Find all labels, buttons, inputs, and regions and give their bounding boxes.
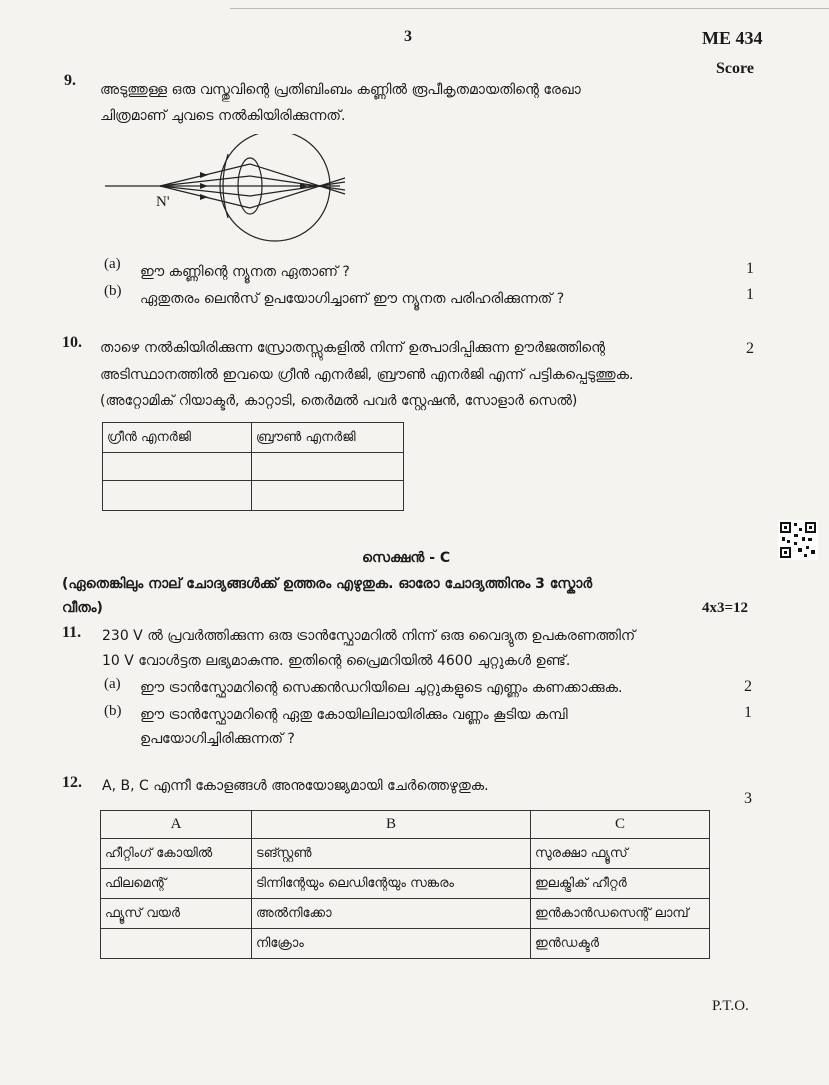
q11b-text-line1: ഈ ട്രാൻസ്ഫോമറിന്റെ ഏതു കോയിലിലായിരിക്കും വണ്ണം കൂടിയ കമ്പി — [140, 707, 568, 723]
q12-cell: നിക്രോം — [252, 929, 531, 959]
q12-cell: ഫിലമെന്റ് — [101, 869, 252, 899]
paper-code: ME 434 — [702, 28, 763, 48]
q11b-label: (b) — [104, 703, 122, 719]
diagram-label-n: N' — [156, 194, 170, 210]
score-label: Score — [716, 60, 754, 77]
q12-cell: ഇൻകാൻഡസെന്റ് ലാമ്പ് — [531, 899, 710, 929]
q11a-label: (a) — [104, 676, 121, 692]
q9-number: 9. — [64, 72, 76, 89]
q11-text-line1: 230 V ൽ പ്രവർത്തിക്കുന്ന ഒരു ട്രാൻസ്ഫോമറിൽ നിന്ന് ഒരു വൈദ്യുത ഉപകരണത്തിന് — [102, 628, 636, 644]
q11a-mark: 2 — [744, 678, 752, 695]
q12-cell: ടങ്സ്റ്റൺ — [252, 839, 531, 869]
q10-blank-cell — [252, 481, 404, 511]
q12-cell: ഫ്യൂസ് വയർ — [101, 899, 252, 929]
q12-mark: 3 — [744, 790, 752, 807]
q9a-text: ഈ കണ്ണിന്റെ ന്യൂനത ഏതാണ് ? — [140, 264, 350, 280]
q9-text-line1: അടുത്തുള്ള ഒരു വസ്തുവിന്റെ പ്രതിബിംബം കണ്ണിൽ രൂപീകൃതമായതിന്റെ രേഖാ — [100, 82, 581, 98]
q12-cell: അൽനിക്കോ — [252, 899, 531, 929]
q10-mark: 2 — [746, 340, 754, 357]
q11b-mark: 1 — [744, 704, 752, 721]
q12-number: 12. — [62, 774, 82, 791]
q10-text-line3: (അറ്റോമിക് റിയാക്ടർ, കാറ്റാടി, തെർമൽ പവർ സ്റ്റേഷൻ, സോളാർ സെൽ) — [100, 393, 578, 409]
q10-number: 10. — [62, 334, 82, 351]
pto-label: P.T.O. — [712, 998, 749, 1014]
q10-header-brown: ബ്രൗൺ എനർജി — [252, 423, 404, 453]
q9b-mark: 1 — [746, 286, 754, 303]
q12-header-c: C — [531, 811, 710, 839]
q10-text-line2: അടിസ്ഥാനത്തിൽ ഇവയെ ഗ്രീൻ എനർജി, ബ്രൗൺ എനർജി എന്ന് പട്ടികപ്പെടുത്തുക. — [100, 367, 634, 383]
q12-cell: ഇൻഡക്ടർ — [531, 929, 710, 959]
q12-cell: ഇലക്ട്രിക് ഹീറ്റർ — [531, 869, 710, 899]
q12-text: A, B, C എന്നീ കോളങ്ങൾ അനുയോജ്യമായി ചേർത്തെഴുതുക. — [102, 778, 489, 794]
q12-cell: ഹീറ്റിംഗ് കോയിൽ — [101, 839, 252, 869]
q12-match-table — [100, 810, 710, 959]
q10-header-green: ഗ്രീൻ എനർജി — [103, 423, 252, 453]
q12-cell: ടിന്നിന്റേയും ലെഡിന്റേയും സങ്കരം — [252, 869, 531, 899]
q9a-mark: 1 — [746, 260, 754, 277]
q9b-text: ഏതുതരം ലെൻസ് ഉപയോഗിച്ചാണ് ഈ ന്യൂനത പരിഹരിക്കുന്നത് ? — [140, 291, 565, 307]
q11-number: 11. — [62, 624, 82, 641]
q12-cell: സുരക്ഷാ ഫ്യൂസ് — [531, 839, 710, 869]
q11a-text: ഈ ട്രാൻസ്ഫോമറിന്റെ സെക്കൻഡറിയിലെ ചുറ്റുകളുടെ എണ്ണം കണക്കാക്കുക. — [140, 680, 623, 696]
q9-text-line2: ചിത്രമാണ് ചുവടെ നൽകിയിരിക്കുന്നത്. — [100, 108, 346, 124]
q12-cell — [101, 929, 252, 959]
q11b-text-line2: ഉപയോഗിച്ചിരിക്കുന്നത് ? — [140, 731, 295, 747]
q10-blank-cell — [103, 481, 252, 511]
q10-energy-table — [102, 422, 404, 511]
q12-header-a: A — [101, 811, 252, 839]
section-c-instruction-line1: (ഏതെങ്കിലും നാല് ചോദ്യങ്ങൾക്ക് ഉത്തരം എഴുതുക. ഓരോ ചോദ്യത്തിനും 3 സ്കോർ — [62, 576, 593, 592]
q11-text-line2: 10 V വോൾട്ടത ലഭ്യമാകുന്നു. ഇതിന്റെ പ്രൈമറിയിൽ 4600 ചുറ്റുകൾ ഉണ്ട്. — [102, 653, 571, 669]
eye-ray-diagram — [100, 134, 360, 254]
q10-blank-cell — [103, 453, 252, 481]
top-rule — [230, 8, 829, 9]
section-c-instruction-line2: വീതം) — [62, 600, 103, 616]
q10-blank-cell — [252, 453, 404, 481]
section-c-title: സെക്ഷൻ - C — [362, 550, 451, 566]
q9a-label: (a) — [104, 256, 121, 272]
q9b-label: (b) — [104, 283, 122, 299]
qr-code-icon — [778, 520, 818, 560]
section-c-marks: 4x3=12 — [702, 600, 749, 616]
page-number: 3 — [404, 28, 412, 45]
q12-header-b: B — [252, 811, 531, 839]
q10-text-line1: താഴെ നൽകിയിരിക്കുന്ന സ്രോതസ്സുകളിൽ നിന്ന് ഉത്പാദിപ്പിക്കുന്ന ഊർജത്തിന്റെ — [100, 340, 606, 356]
